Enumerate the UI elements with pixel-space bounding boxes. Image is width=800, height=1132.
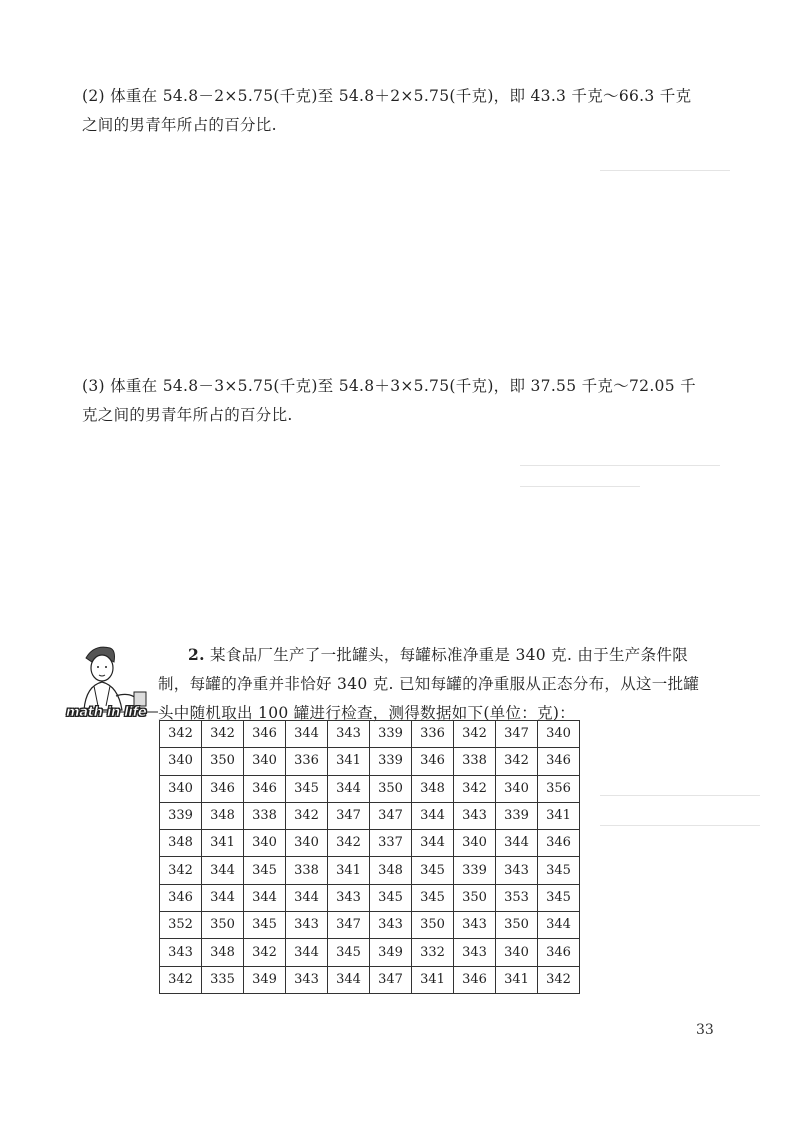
table-cell: 342 xyxy=(328,830,370,857)
table-cell: 344 xyxy=(328,966,370,993)
table-cell: 342 xyxy=(160,857,202,884)
table-cell: 343 xyxy=(328,884,370,911)
table-cell: 341 xyxy=(328,857,370,884)
table-cell: 344 xyxy=(496,830,538,857)
math-in-life-label: math in life xyxy=(66,705,147,720)
table-cell: 349 xyxy=(244,966,286,993)
table-cell: 341 xyxy=(202,830,244,857)
table-row xyxy=(160,912,580,939)
question-3-line-1: (3) 体重在 54.8－3×5.75(千克)至 54.8＋3×5.75(千克)，即 37.55 千克～72.05 千 xyxy=(82,377,696,395)
problem-2-text xyxy=(158,640,748,728)
table-cell: 340 xyxy=(496,775,538,802)
table-cell: 352 xyxy=(160,912,202,939)
table-cell: 345 xyxy=(328,939,370,966)
table-cell: 342 xyxy=(160,966,202,993)
table-cell: 341 xyxy=(328,748,370,775)
table-cell: 344 xyxy=(286,721,328,748)
table-cell: 348 xyxy=(202,802,244,829)
can-weight-data-table xyxy=(159,720,580,994)
table-row xyxy=(160,775,580,802)
question-3-line-2: 克之间的男青年所占的百分比. xyxy=(82,406,293,424)
table-cell: 339 xyxy=(370,721,412,748)
question-2-line-1: (2) 体重在 54.8－2×5.75(千克)至 54.8＋2×5.75(千克)，即 43.3 千克～66.3 千克 xyxy=(82,87,692,105)
table-cell: 339 xyxy=(496,802,538,829)
table-cell: 338 xyxy=(454,748,496,775)
bleed-through-mark xyxy=(520,465,720,466)
table-cell: 343 xyxy=(160,939,202,966)
problem-2-line-1-text: 某食品厂生产了一批罐头，每罐标准净重是 340 克. 由于生产条件限 xyxy=(210,646,689,664)
table-cell: 343 xyxy=(328,721,370,748)
table-cell: 345 xyxy=(244,857,286,884)
table-cell: 347 xyxy=(328,802,370,829)
table-cell: 347 xyxy=(496,721,538,748)
table-cell: 339 xyxy=(370,748,412,775)
table-cell: 342 xyxy=(244,939,286,966)
table-cell: 344 xyxy=(286,884,328,911)
table-cell: 343 xyxy=(454,802,496,829)
table-cell: 340 xyxy=(454,830,496,857)
table-cell: 335 xyxy=(202,966,244,993)
table-cell: 336 xyxy=(412,721,454,748)
page-number: 33 xyxy=(696,1022,714,1038)
table-row xyxy=(160,884,580,911)
table-cell: 344 xyxy=(412,830,454,857)
table-cell: 336 xyxy=(286,748,328,775)
table-cell: 337 xyxy=(370,830,412,857)
table-cell: 350 xyxy=(202,748,244,775)
table-cell: 347 xyxy=(328,912,370,939)
table-cell: 341 xyxy=(496,966,538,993)
table-cell: 342 xyxy=(538,966,580,993)
table-cell: 345 xyxy=(244,912,286,939)
table-cell: 343 xyxy=(496,857,538,884)
bleed-through-mark xyxy=(600,170,730,171)
table-cell: 340 xyxy=(538,721,580,748)
table-cell: 344 xyxy=(538,912,580,939)
table-cell: 341 xyxy=(412,966,454,993)
table-cell: 345 xyxy=(538,884,580,911)
problem-2-line-3: 头中随机取出 100 罐进行检查，测得数据如下(单位：克)： xyxy=(158,704,576,722)
problem-number: 2. xyxy=(188,645,205,664)
table-cell: 345 xyxy=(412,857,454,884)
table-cell: 346 xyxy=(412,748,454,775)
table-cell: 344 xyxy=(244,884,286,911)
table-cell: 342 xyxy=(202,721,244,748)
table-row xyxy=(160,802,580,829)
table-cell: 347 xyxy=(370,966,412,993)
table-cell: 342 xyxy=(160,721,202,748)
table-cell: 346 xyxy=(538,830,580,857)
table-cell: 346 xyxy=(244,775,286,802)
table-row xyxy=(160,830,580,857)
table-cell: 338 xyxy=(286,857,328,884)
table-cell: 343 xyxy=(286,966,328,993)
table-row xyxy=(160,966,580,993)
table-cell: 343 xyxy=(454,912,496,939)
table-cell: 350 xyxy=(454,884,496,911)
table-cell: 345 xyxy=(538,857,580,884)
table-cell: 340 xyxy=(286,830,328,857)
table-cell: 346 xyxy=(454,966,496,993)
bleed-through-mark xyxy=(600,795,760,796)
table-cell: 344 xyxy=(202,857,244,884)
table-cell: 356 xyxy=(538,775,580,802)
table-cell: 341 xyxy=(538,802,580,829)
table-cell: 340 xyxy=(244,830,286,857)
table-cell: 350 xyxy=(496,912,538,939)
table-cell: 342 xyxy=(496,748,538,775)
table-cell: 340 xyxy=(496,939,538,966)
table-cell: 345 xyxy=(412,884,454,911)
table-cell: 340 xyxy=(244,748,286,775)
table-cell: 350 xyxy=(412,912,454,939)
table-cell: 350 xyxy=(202,912,244,939)
question-3-text xyxy=(82,372,742,430)
table-cell: 342 xyxy=(286,802,328,829)
table-cell: 344 xyxy=(202,884,244,911)
table-cell: 345 xyxy=(370,884,412,911)
table-cell: 349 xyxy=(370,939,412,966)
bleed-through-mark xyxy=(600,825,760,826)
table-row xyxy=(160,748,580,775)
table-cell: 346 xyxy=(244,721,286,748)
table-cell: 342 xyxy=(454,721,496,748)
table-cell: 343 xyxy=(370,912,412,939)
bleed-through-mark xyxy=(520,486,640,487)
question-2-text xyxy=(82,82,742,140)
table-cell: 339 xyxy=(454,857,496,884)
table-cell: 348 xyxy=(412,775,454,802)
table-row xyxy=(160,857,580,884)
table-cell: 339 xyxy=(160,802,202,829)
table-row xyxy=(160,721,580,748)
table-row xyxy=(160,939,580,966)
data-table-body xyxy=(160,721,580,994)
table-cell: 346 xyxy=(202,775,244,802)
question-2-line-2: 之间的男青年所占的百分比. xyxy=(82,116,277,134)
table-cell: 343 xyxy=(286,912,328,939)
table-cell: 350 xyxy=(370,775,412,802)
table-cell: 338 xyxy=(244,802,286,829)
table-cell: 348 xyxy=(370,857,412,884)
table-cell: 348 xyxy=(202,939,244,966)
table-cell: 345 xyxy=(286,775,328,802)
table-cell: 353 xyxy=(496,884,538,911)
table-cell: 343 xyxy=(454,939,496,966)
table-cell: 348 xyxy=(160,830,202,857)
table-cell: 346 xyxy=(538,748,580,775)
table-cell: 344 xyxy=(412,802,454,829)
table-cell: 347 xyxy=(370,802,412,829)
table-cell: 340 xyxy=(160,775,202,802)
problem-2-line-2: 制，每罐的净重并非恰好 340 克. 已知每罐的净重服从正态分布，从这一批罐 xyxy=(158,675,700,693)
table-cell: 332 xyxy=(412,939,454,966)
table-cell: 346 xyxy=(160,884,202,911)
table-cell: 344 xyxy=(286,939,328,966)
problem-2-line-1 xyxy=(188,640,748,670)
table-cell: 346 xyxy=(538,939,580,966)
table-cell: 342 xyxy=(454,775,496,802)
table-cell: 344 xyxy=(328,775,370,802)
table-cell: 340 xyxy=(160,748,202,775)
